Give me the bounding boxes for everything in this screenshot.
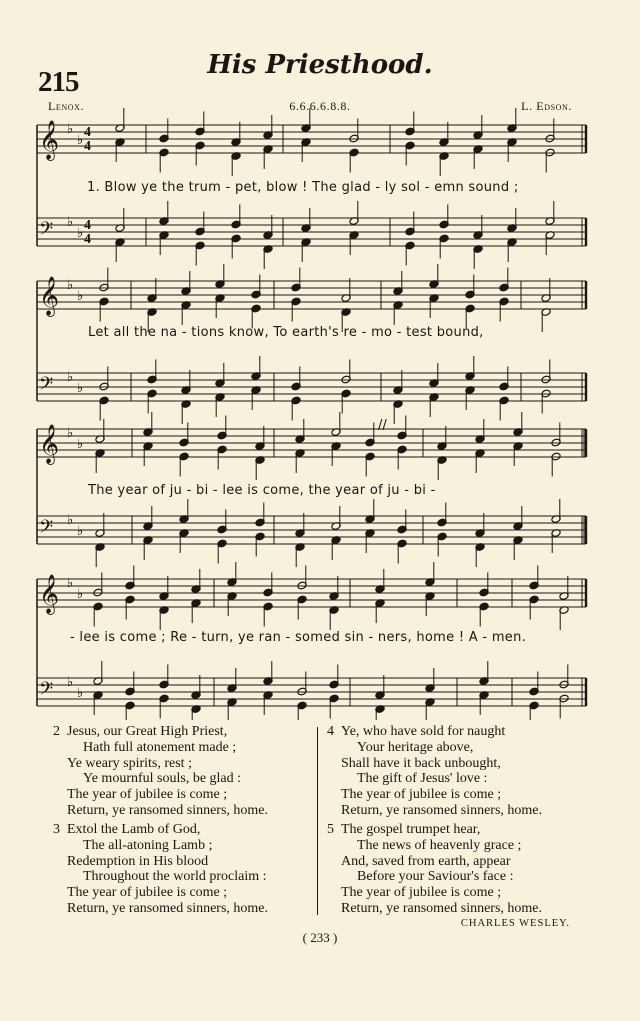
verse-line: Return, ye ransomed sinners, home. <box>341 900 543 916</box>
verse-line: And, saved from earth, appear <box>341 853 511 869</box>
lyric-line-2: Let all the na - tions know, To earth's re - mo - test bound, <box>88 325 484 340</box>
verse-line: Shall have it back unbought, <box>341 755 501 771</box>
flat-icon: ♭ <box>67 576 74 591</box>
flat-icon: ♭ <box>77 226 84 241</box>
flat-icon: ♭ <box>67 513 74 528</box>
treble-time-signature: 4 <box>84 125 91 140</box>
verse-line: The year of jubilee is come ; <box>341 885 502 901</box>
hymn-title: His Priesthood. <box>207 50 433 80</box>
tune-name: Lenox. <box>48 99 85 113</box>
verse-line: The gift of Jesus' love : <box>357 771 488 787</box>
lyric-line-1: 1. Blow ye the trum - pet, blow ! The glad - ly sol - emn sound ; <box>87 180 519 195</box>
verse-line: Return, ye ransomed sinners, home. <box>341 802 543 818</box>
lyric-line-3: The year of ju - bi - lee is come, the year of ju - bi - <box>88 483 436 498</box>
verse-line: The gospel trumpet hear, <box>341 822 481 837</box>
verse-number: 2 <box>53 724 60 739</box>
verse-line: The all-atoning Lamb ; <box>83 837 213 853</box>
meter: 6.6.6.6.8.8. <box>289 99 351 113</box>
flat-icon: ♭ <box>77 524 84 539</box>
composer: L. Edson. <box>521 99 572 113</box>
verse-line: Return, ye ransomed sinners, home. <box>67 900 269 916</box>
flat-icon: ♭ <box>77 133 84 148</box>
flat-icon: ♭ <box>67 426 74 441</box>
treble-clef-icon: 𝄞 <box>39 120 60 160</box>
hymn-author: CHARLES WESLEY. <box>460 918 570 929</box>
verse-number: 3 <box>53 822 60 837</box>
verse-3 <box>53 822 269 917</box>
verse-line: Redemption in His blood <box>67 853 209 869</box>
verse-line: Return, ye ransomed sinners, home. <box>67 802 269 818</box>
verse-line: The year of jubilee is come ; <box>341 787 502 803</box>
bass-clef-icon: 𝄢 <box>39 374 54 399</box>
bass-clef-icon: 𝄢 <box>39 679 54 704</box>
verse-number: 4 <box>327 724 334 739</box>
verse-4 <box>327 724 543 819</box>
verse-line: The year of jubilee is come ; <box>67 787 228 803</box>
score-systems <box>37 108 586 720</box>
flat-icon: ♭ <box>67 370 74 385</box>
flat-icon: ♭ <box>77 381 84 396</box>
verse-2 <box>53 724 269 819</box>
flat-icon: ♭ <box>67 122 74 137</box>
flat-icon: ♭ <box>67 278 74 293</box>
verse-5 <box>327 822 543 917</box>
flat-icon: ♭ <box>67 215 74 230</box>
verse-line: Before your Saviour's face : <box>357 869 514 885</box>
verse-divider <box>317 727 318 915</box>
treble-clef-icon: 𝄞 <box>39 424 60 464</box>
verse-line: Extol the Lamb of God, <box>67 822 201 837</box>
repeat-mark: // <box>378 418 387 433</box>
verse-line: Ye mournful souls, be glad : <box>83 771 242 787</box>
flat-icon: ♭ <box>77 587 84 602</box>
verse-line: Ye, who have sold for naught <box>341 724 506 739</box>
lyric-line-4: - lee is come ; Re - turn, ye ran - somed sin - ners, home ! A - men. <box>70 630 527 645</box>
bass-time-signature: 4 <box>84 232 91 247</box>
verse-line: Ye weary spirits, rest ; <box>67 755 192 771</box>
flat-icon: ♭ <box>77 289 84 304</box>
flat-icon: ♭ <box>77 686 84 701</box>
treble-clef-icon: 𝄞 <box>39 574 60 614</box>
treble-time-signature: 4 <box>84 139 91 154</box>
bass-time-signature: 4 <box>84 218 91 233</box>
verse-line: Jesus, our Great High Priest, <box>67 724 228 739</box>
verse-line: The year of jubilee is come ; <box>67 885 228 901</box>
hymn-number: 215 <box>38 66 79 98</box>
flat-icon: ♭ <box>77 437 84 452</box>
bass-clef-icon: 𝄢 <box>39 219 54 244</box>
verse-line: Throughout the world proclaim : <box>83 869 267 885</box>
flat-icon: ♭ <box>67 675 74 690</box>
verse-line: The news of heavenly grace ; <box>357 837 522 853</box>
verse-line: Your heritage above, <box>357 739 474 755</box>
page-number: ( 233 ) <box>302 930 338 945</box>
verse-line: Hath full atonement made ; <box>83 739 237 755</box>
verse-number: 5 <box>327 822 334 837</box>
treble-clef-icon: 𝄞 <box>39 276 60 316</box>
bass-clef-icon: 𝄢 <box>39 517 54 542</box>
